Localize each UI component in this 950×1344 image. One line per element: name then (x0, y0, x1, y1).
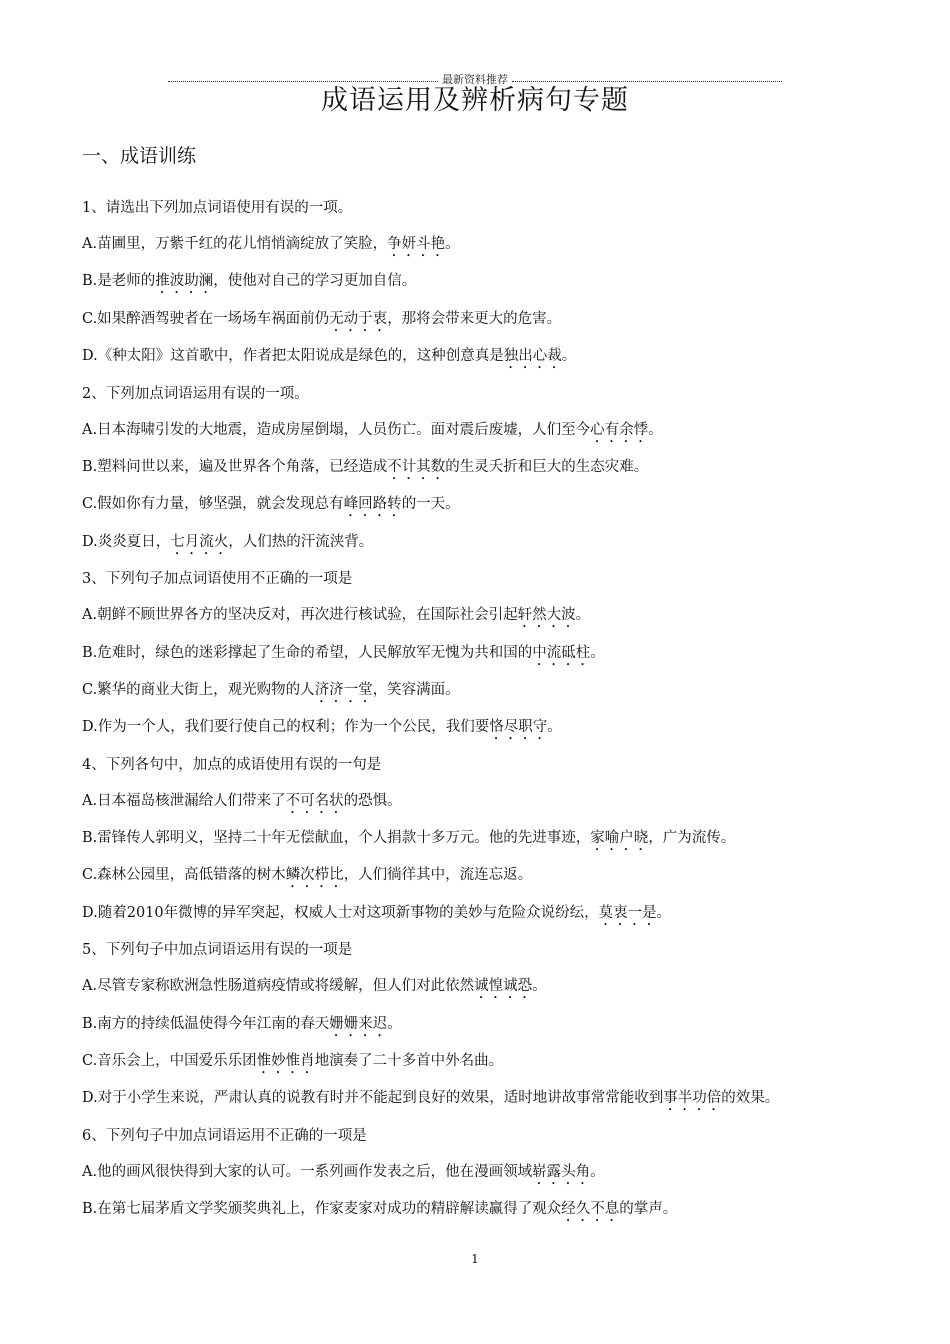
question-block (82, 932, 882, 1118)
option-text: C.繁华的商业大街上，观光购物的人 (82, 681, 315, 698)
option-text: A.他的画风很快得到大家的认可。一系列画作发表之后，他在漫画领域 (82, 1163, 533, 1180)
option-text: B.雷锋传人郭明义，坚持二十年无偿献血，个人捐款十多万元。他的先进事迹， (82, 830, 591, 847)
dotted-idiom: 推波助澜 (155, 273, 214, 290)
question-block (82, 561, 882, 747)
question-stem: 2、下列加点词语运用有误的一项。 (82, 385, 309, 402)
dotted-idiom: 中流砥柱 (532, 644, 591, 661)
option-text: B.塑料问世以来，遍及世界各个角落，已经造成 (82, 458, 388, 475)
dotted-idiom: 鳞次栉比 (285, 867, 344, 884)
dotted-idiom: 争妍斗艳 (387, 236, 446, 252)
dotted-idiom: 姗姗来迟 (329, 1015, 388, 1032)
option-text: C.如果醉酒驾驶者在一场场车祸面前仍 (82, 310, 330, 327)
option-text: ，广为流传。 (648, 830, 736, 847)
option-text: A.日本福岛核泄漏给人们带来了 (82, 792, 286, 809)
question-option (82, 1080, 882, 1117)
question-option (82, 1191, 882, 1228)
question-option (82, 263, 882, 300)
dotted-idiom: 心有余悸 (590, 421, 649, 438)
option-text: A.日本海啸引发的大地震，造成房屋倒塌，人员伤亡。面对震后废墟，人们至今 (82, 421, 591, 438)
dotted-idiom: 七月流火 (170, 533, 229, 550)
question-option (82, 1043, 882, 1080)
option-text: A.朝鲜不顾世界各方的坚决反对，再次进行核试验，在国际社会引起 (82, 607, 518, 624)
option-text: 。 (532, 978, 547, 995)
header-dotted-rule-right (512, 81, 782, 82)
dotted-idiom: 惟妙惟肖 (256, 1053, 315, 1070)
option-text: 的掌声。 (619, 1201, 678, 1218)
option-text: ，使他对自己的学习更加自信。 (213, 273, 417, 290)
dotted-idiom: 家喻户晓 (590, 830, 649, 847)
option-text: B.是老师的 (82, 273, 156, 290)
option-text: 的效果。 (721, 1090, 780, 1107)
option-text: A.尽管专家称欧洲急性肠道病疫情或将缓解，但人们对此依然 (82, 978, 475, 995)
option-text: B.在第七届茅盾文学奖颁奖典礼上，作家麦家对成功的精辟解读赢得了观众 (82, 1201, 562, 1218)
option-text: 。 (387, 1015, 402, 1032)
option-text: ，人们徜徉其中，流连忘返。 (343, 867, 533, 884)
dotted-idiom: 峰回路转 (343, 496, 402, 513)
dotted-idiom: 莫衷一是 (598, 904, 657, 921)
question-option (82, 895, 882, 932)
question-option (82, 783, 882, 820)
question-stem: 5、下列句子中加点词语运用有误的一项是 (82, 942, 353, 959)
question-block (82, 190, 882, 376)
dotted-idiom: 经久不息 (561, 1201, 620, 1218)
option-text: 。 (561, 348, 577, 365)
question-block (82, 747, 882, 933)
option-text: B.危难时，绿色的迷彩撑起了生命的希望，人民解放军无愧为共和国的 (82, 644, 533, 661)
option-text: C.森林公园里，高低错落的树木 (82, 867, 286, 884)
option-text: 。 (445, 236, 460, 252)
question-option (82, 1154, 882, 1191)
question-option (82, 597, 882, 634)
option-text: 。 (656, 904, 672, 921)
option-text: 。 (547, 719, 562, 736)
option-text: 。 (648, 421, 663, 438)
dotted-idiom: 崭露头角 (532, 1163, 591, 1180)
dotted-idiom: 独出心裁 (503, 348, 562, 365)
question-stem: 4、下列各句中，加点的成语使用有误的一句是 (82, 756, 382, 773)
dotted-idiom: 不可名状 (285, 792, 344, 809)
question-list (82, 190, 882, 1229)
option-text: D.随着2010年微博的异军突起，权威人士对这项新事物的美妙与危险众说纷纭， (82, 904, 599, 921)
option-text: 的恐惧。 (343, 792, 402, 809)
question-option (82, 486, 882, 523)
question-stem: 1、请选出下列加点词语使用有误的一项。 (82, 200, 353, 216)
option-text: D.作为一个人，我们要行使自己的权利；作为一个公民，我们要 (82, 719, 490, 736)
option-text: D.炎炎夏日， (82, 533, 171, 550)
option-text: ，人们热的汗流浃背。 (228, 533, 374, 550)
page-number: 1 (471, 1252, 479, 1266)
dotted-idiom: 不计其数 (387, 458, 446, 475)
option-text: 的一天。 (401, 496, 460, 513)
question-option (82, 226, 882, 263)
option-text: 。 (575, 607, 591, 624)
option-text: D.对于小学生来说，严肃认真的说教有时并不能起到良好的效果，适时地讲故事常常能收到 (82, 1090, 664, 1107)
question-option (82, 857, 882, 894)
option-text: 地演奏了二十多首中外名曲。 (314, 1053, 504, 1070)
dotted-idiom: 轩然大波 (517, 607, 576, 624)
header-dotted-rule-left (168, 81, 438, 82)
question-option (82, 524, 882, 561)
option-text: A.苗圃里，万紫千红的花儿悄悄滴绽放了笑脸， (82, 236, 388, 252)
option-text: ，笑容满面。 (372, 681, 460, 698)
option-text: 的生灵夭折和巨大的生态灾难。 (445, 458, 649, 475)
option-text: 。 (590, 644, 605, 661)
question-option (82, 412, 882, 449)
option-text: ，那将会带来更大的危害。 (387, 310, 562, 327)
question-stem: 3、下列句子加点词语使用不正确的一项是 (82, 571, 353, 588)
question-option (82, 338, 882, 375)
section-title: 一、成语训练 (82, 145, 197, 167)
question-block (82, 1118, 882, 1229)
question-option (82, 301, 882, 338)
dotted-idiom: 济济一堂 (314, 681, 373, 698)
dotted-idiom: 事半功倍 (663, 1090, 722, 1107)
question-option (82, 709, 882, 746)
dotted-idiom: 恪尽职守 (489, 719, 548, 736)
question-option (82, 1006, 882, 1043)
question-stem: 6、下列句子中加点词语运用不正确的一项是 (82, 1127, 367, 1144)
option-text: C.音乐会上，中国爱乐乐团 (82, 1053, 257, 1070)
dotted-idiom: 无动于衷 (329, 310, 388, 327)
dotted-idiom: 诚惶诚恐 (474, 978, 533, 995)
question-option (82, 449, 882, 486)
option-text: B.南方的持续低温使得今年江南的春天 (82, 1015, 330, 1032)
question-option (82, 968, 882, 1005)
question-block (82, 376, 882, 562)
option-text: 。 (590, 1163, 605, 1180)
option-text: D.《种太阳》这首歌中，作者把太阳说成是绿色的，这种创意真是 (82, 348, 504, 365)
header-label: 最新资料推荐 (442, 73, 508, 86)
question-option (82, 672, 882, 709)
option-text: C.假如你有力量，够坚强，就会发现总有 (82, 496, 344, 513)
question-option (82, 635, 882, 672)
page-title: 成语运用及辨析病句专题 (321, 85, 629, 116)
question-option (82, 820, 882, 857)
